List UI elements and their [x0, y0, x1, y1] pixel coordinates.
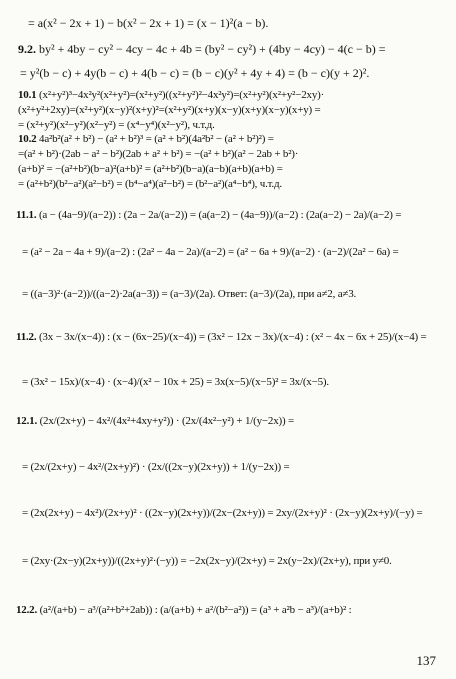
eq-line-9: (a+b)² = −(a²+b²)(b−a)²(a+b)² = (a²+b²)(b−a)(a−b)(a+b)(a+b) =: [18, 163, 283, 175]
eq-line-12: = (a² − 2a − 4a + 9)/(a−2) : (2a² − 4a − 2a)/(a−2) = (a² − 6a + 9)/(a−2) · (a−2)/(2a² − 6a) =: [22, 246, 399, 258]
eq-line-17: = (2x/(2x+y) − 4x²/(2x+y)²) · (2x/((2x−y)(2x+y)) + 1/(y−2x)) =: [22, 461, 290, 473]
eq-line-20: 12.2. (a²/(a+b) − a³/(a²+b²+2ab)) : (a/(a+b) + a²/(b²−a²)) = (a³ + a²b − a³)/(a+b)² :: [16, 604, 352, 616]
eq-line-8: =(a² + b²)·(2ab − a² − b²)(2ab + a² + b²) = −(a² + b²)(a² − 2ab + b²)·: [18, 148, 299, 160]
eq-line-4: 10.1 (x²+y²)³−4x²y²(x²+y²)=(x²+y²)((x²+y²)²−4x²y²)=(x²+y²)(x²+y²−2xy)·: [18, 89, 325, 101]
eq-line-15: = (3x² − 15x)/(x−4) · (x−4)/(x² − 10x + 25) = 3x(x−5)/(x−5)² = 3x/(x−5).: [22, 376, 329, 388]
eq-line-19: = (2xy·(2x−y)(2x+y))/((2x+y)²·(−y)) = −2x(2x−y)/(2x+y) = 2x(y−2x)/(2x+y), при y≠0.: [22, 555, 392, 567]
eq-line-1: = a(x² − 2x + 1) − b(x² − 2x + 1) = (x − 1)²(a − b).: [28, 16, 269, 30]
eq-line-18: = (2x(2x+y) − 4x²)/(2x+y)² · ((2x−y)(2x+y))/(2x−(2x+y)) = 2xy/(2x+y)² · (2x−y)(2x+y)/(−y) =: [22, 507, 423, 519]
eq-line-14: 11.2. (3x − 3x/(x−4)) : (x − (6x−25)/(x−4)) = (3x² − 12x − 3x)/(x−4) : (x² − 4x − 6x + 25)/(x−4) =: [16, 331, 427, 343]
eq-line-6: = (x²+y²)(x²−y²)(x²−y²) = (x⁴−y⁴)(x²−y²), ч.т.д.: [18, 119, 215, 131]
page-number: 137: [416, 653, 436, 668]
eq-line-5: (x²+y²+2xy)=(x²+y²)(x−y)²(x+y)²=(x²+y²)(x+y)(x−y)(x+y)(x−y)(x+y) =: [18, 104, 321, 116]
eq-line-2: 9.2. by² + 4by − cy² − 4cy − 4c + 4b = (by² − cy²) + (4by − 4cy) − 4(c − b) =: [18, 42, 386, 56]
eq-line-11: 11.1. (a − (4a−9)/(a−2)) : (2a − 2a/(a−2)) = (a(a−2) − (4a−9))/(a−2) : (2a(a−2) − 2a)/(a−2) =: [16, 209, 402, 221]
eq-line-13: = ((a−3)²·(a−2))/((a−2)·2a(a−3)) = (a−3)/(2a). Ответ: (a−3)/(2a), при a≠2, a≠3.: [22, 288, 357, 300]
eq-line-10: = (a²+b²)(b²−a²)(a²−b²) = (b⁴−a⁴)(a²−b²) = (b²−a²)(a⁴−b⁴), ч.т.д.: [18, 178, 282, 190]
eq-line-3: = y²(b − c) + 4y(b − c) + 4(b − c) = (b − c)(y² + 4y + 4) = (b − c)(y + 2)².: [20, 66, 370, 80]
eq-line-16: 12.1. (2x/(2x+y) − 4x²/(4x²+4xy+y²)) · (2x/(4x²−y²) + 1/(y−2x)) =: [16, 415, 294, 427]
eq-line-7: 10.2 4a²b²(a² + b²) − (a² + b²)³ = (a² + b²)(4a²b² − (a² + b²)²) =: [18, 133, 274, 145]
